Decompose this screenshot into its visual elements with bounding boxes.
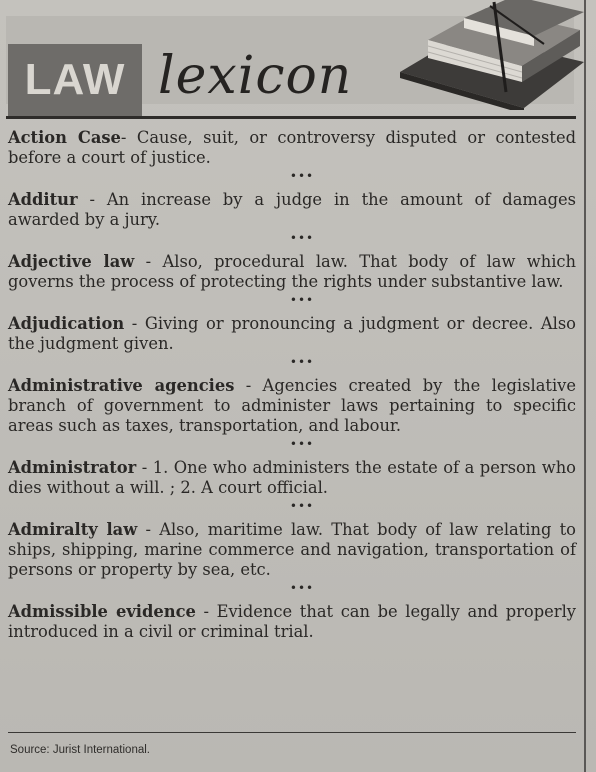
entry-dash: - xyxy=(120,128,127,147)
entry-separator: ••• xyxy=(289,437,315,451)
entry-separator: ••• xyxy=(289,355,315,369)
entry-term: Adjective law xyxy=(8,252,135,271)
column-divider xyxy=(584,0,586,772)
entry-additur xyxy=(8,190,576,230)
entry-definition: 1. One who administers the estate of a person who dies without a will. ; 2. A court official. xyxy=(8,458,576,497)
entry-separator: ••• xyxy=(289,169,315,183)
entry-administrator xyxy=(8,458,576,498)
column-header xyxy=(6,14,574,106)
entry-separator: ••• xyxy=(289,293,315,307)
entry-term: Administrative agencies xyxy=(8,376,235,395)
entry-dash: - xyxy=(137,520,151,539)
entry-admissible-evidence xyxy=(8,602,576,642)
entry-separator: ••• xyxy=(289,231,315,245)
entry-term: Admiralty law xyxy=(8,520,138,539)
entry-separator: ••• xyxy=(289,499,315,513)
entry-dash: - xyxy=(124,314,138,333)
entry-dash: - xyxy=(136,458,148,477)
entry-separator: ••• xyxy=(289,581,315,595)
entry-term: Administrator xyxy=(8,458,137,477)
entry-definition: Giving or pronouncing a judgment or decree. Also the judgment given. xyxy=(8,314,576,353)
law-label: LAW xyxy=(24,55,126,104)
entry-definition: Also, procedural law. That body of law which governs the process of protecting the rights under substantive law. xyxy=(8,252,577,291)
entry-definition: An increase by a judge in the amount of damages awarded by a jury. xyxy=(8,190,576,229)
lexicon-title: lexicon xyxy=(158,46,353,106)
entry-definition: Cause, suit, or controversy disputed or contested before a court of justice. xyxy=(8,128,576,167)
entry-term: Additur xyxy=(8,190,78,209)
entry-dash: - xyxy=(134,252,152,271)
law-label-box xyxy=(8,44,142,116)
entry-action-case xyxy=(8,128,576,168)
entry-dash: - xyxy=(195,602,209,621)
entry-administrative-agencies xyxy=(8,376,576,436)
entry-term: Admissible evidence xyxy=(8,602,196,621)
entry-term: Adjudication xyxy=(8,314,125,333)
header-rule xyxy=(6,116,576,119)
entry-dash: - xyxy=(77,190,95,209)
stacked-law-books-icon xyxy=(394,0,584,110)
entry-list xyxy=(8,128,576,642)
entry-dash: - xyxy=(234,376,252,395)
entry-definition: Agencies created by the legislative branch of government to administer laws pertaining to specific areas such as taxes, transportation, and labour. xyxy=(8,376,576,435)
entry-definition: Also, maritime law. That body of law relating to ships, shipping, marine commerce and navigation, transportation of persons or property by sea, etc. xyxy=(8,520,576,579)
footer-rule xyxy=(8,732,576,733)
entry-term: Action Case xyxy=(8,128,121,147)
entry-adjective-law xyxy=(8,252,576,292)
entry-adjudication xyxy=(8,314,576,354)
entry-definition: Evidence that can be legally and properly introduced in a civil or criminal trial. xyxy=(8,602,576,641)
entry-admiralty-law xyxy=(8,520,576,580)
source-credit: Source: Jurist International. xyxy=(10,744,150,756)
